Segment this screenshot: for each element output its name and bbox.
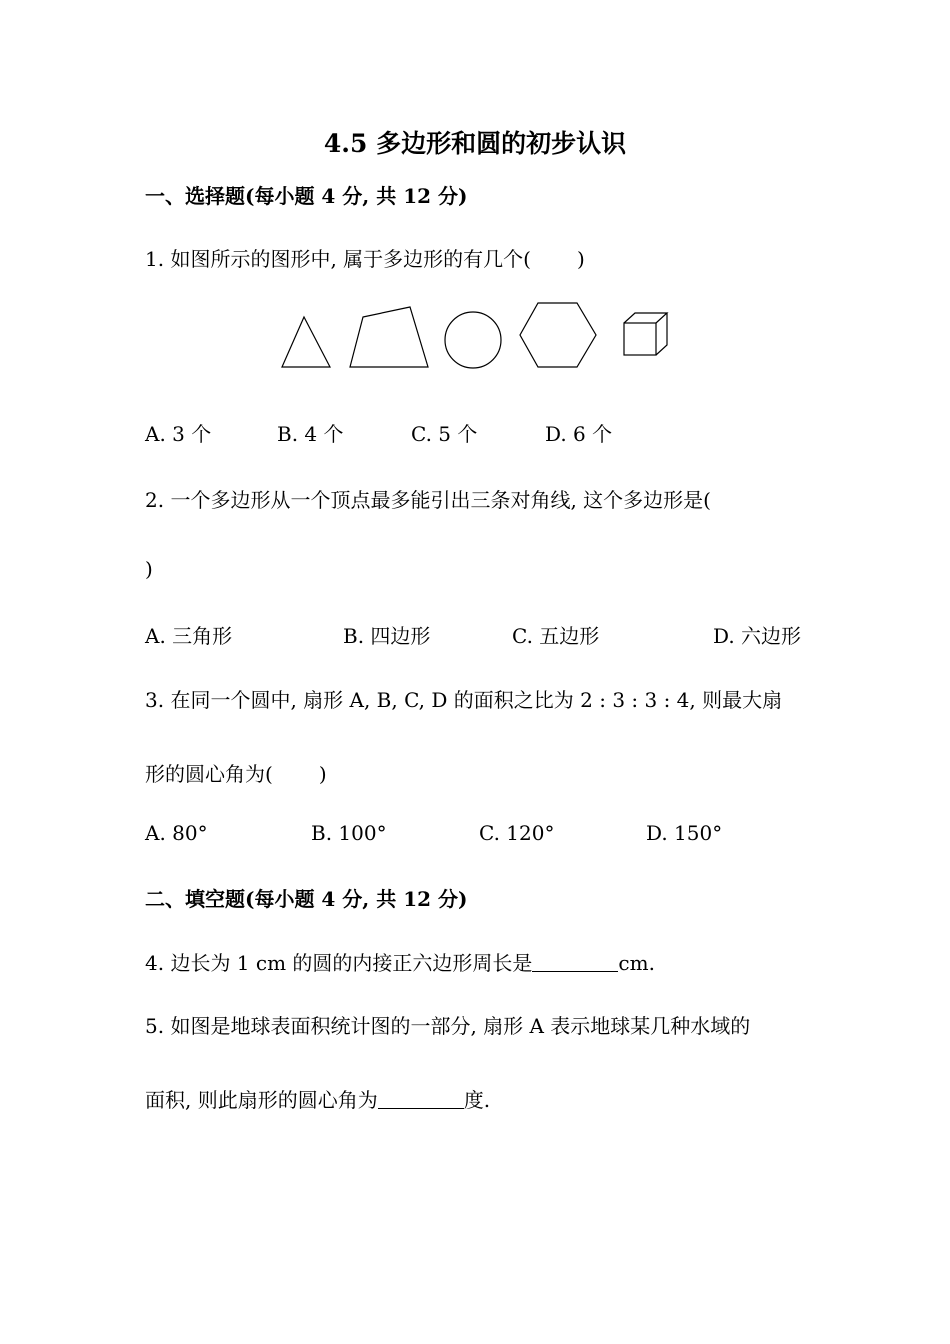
- question-4: [145, 947, 655, 976]
- page-title: 4.5 多边形和圆的初步认识: [323, 129, 627, 158]
- question-2-option-a: A. 三角形: [145, 624, 233, 648]
- question-3-text-line1: 3. 在同一个圆中, 扇形 A, B, C, D 的面积之比为 2 : 3 : 3 : 4, 则最大扇: [145, 688, 783, 712]
- cube-shape: [624, 313, 667, 355]
- question-5-text-line1: 5. 如图是地球表面积统计图的一部分, 扇形 A 表示地球某几种水域的: [145, 1014, 751, 1038]
- question-4-text: 4. 边长为 1 cm 的圆的内接正六边形周长是: [145, 951, 533, 975]
- question-3-option-b: B. 100°: [311, 821, 387, 845]
- question-3-option-a: A. 80°: [145, 821, 208, 845]
- question-3-option-d: D. 150°: [646, 821, 723, 845]
- question-2-paren-close: ): [145, 557, 153, 581]
- question-1-text: 1. 如图所示的图形中, 属于多边形的有几个(: [145, 247, 531, 271]
- hexagon-shape: [520, 303, 596, 367]
- question-4-unit: cm.: [618, 951, 655, 975]
- question-1-option-a: A. 3 个: [145, 422, 212, 446]
- question-2-option-c: C. 五边形: [512, 624, 600, 648]
- section-heading-fill-in: 二、填空题(每小题 4 分, 共 12 分): [145, 887, 468, 911]
- question-5-text-line2: 面积, 则此扇形的圆心角为: [145, 1088, 378, 1112]
- question-4-answer-blank[interactable]: [532, 951, 618, 972]
- question-2-option-b: B. 四边形: [343, 624, 431, 648]
- question-1-paren-close: ): [576, 247, 585, 271]
- question-1: [145, 243, 585, 272]
- question-1-option-b: B. 4 个: [277, 422, 344, 446]
- question-5-line2: [145, 1084, 490, 1113]
- question-2-option-d: D. 六边形: [713, 624, 802, 648]
- question-2-text: 2. 一个多边形从一个顶点最多能引出三条对角线, 这个多边形是(: [145, 488, 711, 512]
- question-1-option-d: D. 6 个: [545, 422, 613, 446]
- triangle-shape: [282, 317, 330, 367]
- question-3-text-line2: 形的圆心角为(: [145, 762, 273, 786]
- question-3-line2: [145, 758, 327, 787]
- question-3-paren-close: ): [318, 762, 327, 786]
- question-5-unit: 度.: [463, 1088, 491, 1112]
- question-5-answer-blank[interactable]: [378, 1088, 464, 1109]
- question-1-option-c: C. 5 个: [411, 422, 478, 446]
- circle-shape: [445, 312, 501, 368]
- question-3-option-c: C. 120°: [479, 821, 555, 845]
- section-heading-multiple-choice: 一、选择题(每小题 4 分, 共 12 分): [145, 184, 468, 208]
- question-1-figure: [270, 295, 680, 375]
- quadrilateral-shape: [350, 307, 428, 367]
